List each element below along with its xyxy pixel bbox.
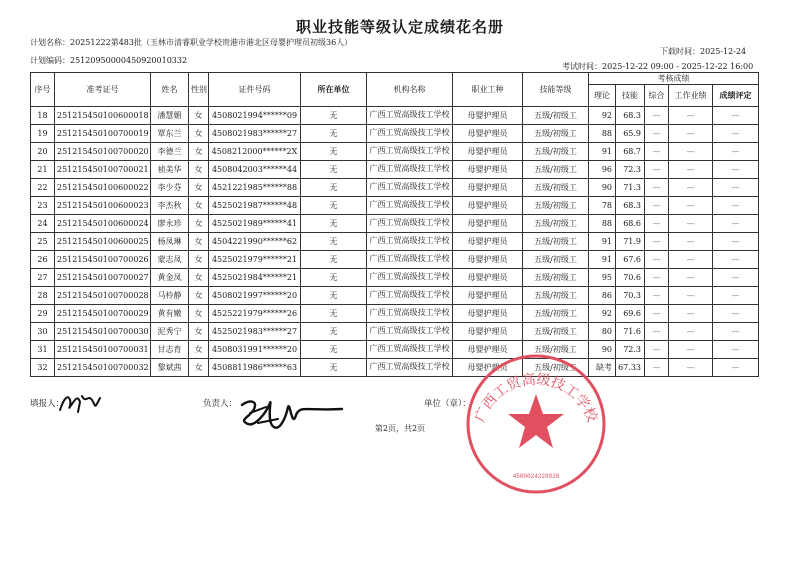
row-theory: 78 xyxy=(589,197,616,215)
manager-signature xyxy=(236,393,348,437)
row-rating: — xyxy=(713,179,759,197)
row-ticket: 251215450100700027 xyxy=(55,269,151,287)
unit-stamp-label: 单位（章）： xyxy=(424,399,471,409)
row-unit: 无 xyxy=(301,107,367,125)
row-id: 4508042003******44 xyxy=(209,161,301,179)
row-gender: 女 xyxy=(189,143,209,161)
row-unit: 无 xyxy=(301,125,367,143)
table-row xyxy=(31,359,759,377)
row-name: 廖永珍 xyxy=(151,215,189,233)
row-ticket: 251215450100700019 xyxy=(55,125,151,143)
row-job: 母婴护理员 xyxy=(453,359,523,377)
row-rating: — xyxy=(713,107,759,125)
row-theory: 95 xyxy=(589,269,616,287)
row-skill: 67.33 xyxy=(616,359,645,377)
seal-text: 广西工贸高级技工学校 xyxy=(472,371,600,425)
row-job: 母婴护理员 xyxy=(453,161,523,179)
row-unit: 无 xyxy=(301,287,367,305)
row-level: 五级/初级工 xyxy=(523,125,589,143)
row-skill: 67.6 xyxy=(616,251,645,269)
row-id: 4508021994******09 xyxy=(209,107,301,125)
row-gender: 女 xyxy=(189,341,209,359)
row-org: 广西工贸高级技工学校 xyxy=(367,233,453,251)
row-org: 广西工贸高级技工学校 xyxy=(367,305,453,323)
row-org: 广西工贸高级技工学校 xyxy=(367,323,453,341)
row-level: 五级/初级工 xyxy=(523,197,589,215)
row-id: 4508021997******20 xyxy=(209,287,301,305)
table-row xyxy=(31,323,759,341)
col-unit: 所在单位 xyxy=(301,73,367,107)
row-org: 广西工贸高级技工学校 xyxy=(367,215,453,233)
row-work: — xyxy=(669,179,713,197)
row-job: 母婴护理员 xyxy=(453,197,523,215)
row-unit: 无 xyxy=(301,305,367,323)
row-skill: 70.3 xyxy=(616,287,645,305)
row-ticket: 251215450100600022 xyxy=(55,179,151,197)
row-comprehensive: — xyxy=(645,143,669,161)
row-job: 母婴护理员 xyxy=(453,269,523,287)
row-id: 4525021979******21 xyxy=(209,251,301,269)
row-skill: 70.6 xyxy=(616,269,645,287)
download-time: 下载时间：2025-12-24 xyxy=(660,47,747,56)
row-gender: 女 xyxy=(189,125,209,143)
row-unit: 无 xyxy=(301,179,367,197)
row-level: 五级/初级工 xyxy=(523,215,589,233)
row-seq: 23 xyxy=(31,197,55,215)
row-ticket: 251215450100600024 xyxy=(55,215,151,233)
col-work: 工作业绩 xyxy=(669,85,713,107)
row-theory: 88 xyxy=(589,125,616,143)
table-row xyxy=(31,215,759,233)
row-level: 五级/初级工 xyxy=(523,269,589,287)
row-comprehensive: — xyxy=(645,179,669,197)
table-row xyxy=(31,197,759,215)
row-job: 母婴护理员 xyxy=(453,125,523,143)
row-level: 五级/初级工 xyxy=(523,233,589,251)
table-row xyxy=(31,107,759,125)
row-theory: 96 xyxy=(589,161,616,179)
official-seal xyxy=(462,350,610,498)
page-title: 职业技能等级认定成绩花名册 xyxy=(295,18,504,36)
row-work: — xyxy=(669,341,713,359)
row-name: 李杰秋 xyxy=(151,197,189,215)
row-job: 母婴护理员 xyxy=(453,287,523,305)
row-skill: 69.6 xyxy=(616,305,645,323)
table-row xyxy=(31,161,759,179)
row-skill: 72.3 xyxy=(616,161,645,179)
row-name: 黎斌茜 xyxy=(151,359,189,377)
row-org: 广西工贸高级技工学校 xyxy=(367,359,453,377)
row-ticket: 251215450100700020 xyxy=(55,143,151,161)
row-skill: 65.9 xyxy=(616,125,645,143)
row-theory: 92 xyxy=(589,107,616,125)
row-unit: 无 xyxy=(301,251,367,269)
row-unit: 无 xyxy=(301,323,367,341)
row-skill: 68.7 xyxy=(616,143,645,161)
row-comprehensive: — xyxy=(645,305,669,323)
row-skill: 71.6 xyxy=(616,323,645,341)
row-id: 4525021989******41 xyxy=(209,215,301,233)
col-id: 证件号码 xyxy=(209,73,301,107)
row-gender: 女 xyxy=(189,305,209,323)
filler-label: 填报人： xyxy=(30,399,65,409)
table-row xyxy=(31,341,759,359)
row-seq: 28 xyxy=(31,287,55,305)
row-ticket: 251215450100600018 xyxy=(55,107,151,125)
row-gender: 女 xyxy=(189,161,209,179)
row-name: 马柃静 xyxy=(151,287,189,305)
row-gender: 女 xyxy=(189,179,209,197)
row-seq: 27 xyxy=(31,269,55,287)
row-seq: 19 xyxy=(31,125,55,143)
row-theory: 90 xyxy=(589,341,616,359)
row-gender: 女 xyxy=(189,197,209,215)
row-job: 母婴护理员 xyxy=(453,107,523,125)
row-name: 甘志育 xyxy=(151,341,189,359)
row-name: 李少芬 xyxy=(151,179,189,197)
row-comprehensive: — xyxy=(645,215,669,233)
row-name: 杨凤琳 xyxy=(151,233,189,251)
table-row xyxy=(31,143,759,161)
row-seq: 20 xyxy=(31,143,55,161)
row-id: 4508021983******27 xyxy=(209,125,301,143)
row-name: 祯美华 xyxy=(151,161,189,179)
page-number: 第2页，共2页 xyxy=(374,424,426,433)
row-name: 李德兰 xyxy=(151,143,189,161)
col-comprehensive: 综合 xyxy=(645,85,669,107)
row-seq: 29 xyxy=(31,305,55,323)
row-comprehensive: — xyxy=(645,233,669,251)
row-level: 五级/初级工 xyxy=(523,107,589,125)
row-comprehensive: — xyxy=(645,197,669,215)
col-seq: 序号 xyxy=(31,73,55,107)
row-org: 广西工贸高级技工学校 xyxy=(367,125,453,143)
col-name: 姓名 xyxy=(151,73,189,107)
row-rating: — xyxy=(713,341,759,359)
row-ticket: 251215450100600025 xyxy=(55,233,151,251)
col-skill: 技能 xyxy=(616,85,645,107)
row-seq: 21 xyxy=(31,161,55,179)
row-comprehensive: — xyxy=(645,251,669,269)
col-gender: 性别 xyxy=(189,73,209,107)
exam-time: 考试时间：2025-12-22 09:00 - 2025-12-22 16:00 xyxy=(562,62,754,71)
row-work: — xyxy=(669,287,713,305)
row-comprehensive: — xyxy=(645,341,669,359)
row-job: 母婴护理员 xyxy=(453,251,523,269)
row-level: 五级/初级工 xyxy=(523,251,589,269)
row-work: — xyxy=(669,107,713,125)
row-gender: 女 xyxy=(189,323,209,341)
row-theory: 92 xyxy=(589,305,616,323)
row-org: 广西工贸高级技工学校 xyxy=(367,179,453,197)
row-skill: 68.6 xyxy=(616,215,645,233)
row-job: 母婴护理员 xyxy=(453,143,523,161)
row-level: 五级/初级工 xyxy=(523,287,589,305)
row-rating: — xyxy=(713,287,759,305)
row-comprehensive: — xyxy=(645,359,669,377)
row-name: 蒙志凤 xyxy=(151,251,189,269)
manager-label: 负责人： xyxy=(203,399,238,409)
row-seq: 26 xyxy=(31,251,55,269)
table-row xyxy=(31,269,759,287)
row-gender: 女 xyxy=(189,215,209,233)
row-seq: 31 xyxy=(31,341,55,359)
row-rating: — xyxy=(713,233,759,251)
row-unit: 无 xyxy=(301,269,367,287)
row-job: 母婴护理员 xyxy=(453,323,523,341)
row-work: — xyxy=(669,359,713,377)
row-job: 母婴护理员 xyxy=(453,179,523,197)
row-ticket: 251215450100700026 xyxy=(55,251,151,269)
row-id: 4508212000******2X xyxy=(209,143,301,161)
row-skill: 71.9 xyxy=(616,233,645,251)
col-job: 职业工种 xyxy=(453,73,523,107)
header-row-1 xyxy=(31,73,759,85)
row-id: 4525021987******48 xyxy=(209,197,301,215)
row-ticket: 251215450100600023 xyxy=(55,197,151,215)
row-unit: 无 xyxy=(301,161,367,179)
row-seq: 30 xyxy=(31,323,55,341)
table-row xyxy=(31,233,759,251)
row-level: 五级/初级工 xyxy=(523,341,589,359)
row-gender: 女 xyxy=(189,251,209,269)
row-name: 潘慧媚 xyxy=(151,107,189,125)
table-row xyxy=(31,287,759,305)
row-org: 广西工贸高级技工学校 xyxy=(367,161,453,179)
row-gender: 女 xyxy=(189,233,209,251)
table-row xyxy=(31,305,759,323)
row-rating: — xyxy=(713,215,759,233)
row-org: 广西工贸高级技工学校 xyxy=(367,251,453,269)
row-theory: 91 xyxy=(589,233,616,251)
row-work: — xyxy=(669,305,713,323)
row-org: 广西工贸高级技工学校 xyxy=(367,197,453,215)
row-work: — xyxy=(669,251,713,269)
row-comprehensive: — xyxy=(645,269,669,287)
row-level: 五级/初级工 xyxy=(523,323,589,341)
row-unit: 无 xyxy=(301,233,367,251)
col-rating: 成绩评定 xyxy=(713,85,759,107)
row-name: 黄有嫩 xyxy=(151,305,189,323)
row-ticket: 251215450100700028 xyxy=(55,287,151,305)
row-job: 母婴护理员 xyxy=(453,215,523,233)
row-work: — xyxy=(669,269,713,287)
row-ticket: 251215450100700030 xyxy=(55,323,151,341)
row-name: 覃东兰 xyxy=(151,125,189,143)
row-unit: 无 xyxy=(301,215,367,233)
row-id: 4508811986******63 xyxy=(209,359,301,377)
col-level: 技能等级 xyxy=(523,73,589,107)
row-unit: 无 xyxy=(301,197,367,215)
row-skill: 71.3 xyxy=(616,179,645,197)
row-theory: 91 xyxy=(589,143,616,161)
row-unit: 无 xyxy=(301,341,367,359)
row-theory: 88 xyxy=(589,215,616,233)
plan-name: 计划名称：20251222第483批（玉林市清睿职业学校贵港市港北区母婴护理员初级36人） xyxy=(30,38,353,47)
row-rating: — xyxy=(713,143,759,161)
row-level: 五级/初级工 xyxy=(523,143,589,161)
row-id: 4508031991******20 xyxy=(209,341,301,359)
row-work: — xyxy=(669,215,713,233)
row-rating: — xyxy=(713,323,759,341)
row-ticket: 251215450100700029 xyxy=(55,305,151,323)
row-level: 五级/初级工 xyxy=(523,359,589,377)
col-ticket: 准考证号 xyxy=(55,73,151,107)
row-gender: 女 xyxy=(189,107,209,125)
row-org: 广西工贸高级技工学校 xyxy=(367,341,453,359)
row-level: 五级/初级工 xyxy=(523,305,589,323)
row-rating: — xyxy=(713,269,759,287)
row-name: 泥秀宁 xyxy=(151,323,189,341)
col-org: 机构名称 xyxy=(367,73,453,107)
row-comprehensive: — xyxy=(645,323,669,341)
row-ticket: 251215450100700032 xyxy=(55,359,151,377)
row-work: — xyxy=(669,143,713,161)
row-name: 黄金凤 xyxy=(151,269,189,287)
row-org: 广西工贸高级技工学校 xyxy=(367,143,453,161)
row-rating: — xyxy=(713,197,759,215)
col-theory: 理论 xyxy=(589,85,616,107)
row-seq: 18 xyxy=(31,107,55,125)
table-row xyxy=(31,251,759,269)
results-table xyxy=(30,72,759,377)
row-seq: 25 xyxy=(31,233,55,251)
row-seq: 32 xyxy=(31,359,55,377)
row-rating: — xyxy=(713,359,759,377)
row-level: 五级/初级工 xyxy=(523,161,589,179)
row-unit: 无 xyxy=(301,143,367,161)
row-rating: — xyxy=(713,125,759,143)
table-row xyxy=(31,179,759,197)
row-comprehensive: — xyxy=(645,107,669,125)
row-ticket: 251215450100700031 xyxy=(55,341,151,359)
row-skill: 68.3 xyxy=(616,107,645,125)
row-theory: 86 xyxy=(589,287,616,305)
row-org: 广西工贸高级技工学校 xyxy=(367,287,453,305)
row-rating: — xyxy=(713,305,759,323)
row-work: — xyxy=(669,125,713,143)
plan-code: 计划编码：25120950000450920010332 xyxy=(30,56,188,65)
row-theory: 91 xyxy=(589,251,616,269)
row-id: 4504221990******62 xyxy=(209,233,301,251)
row-work: — xyxy=(669,161,713,179)
table-row xyxy=(31,125,759,143)
row-gender: 女 xyxy=(189,287,209,305)
row-level: 五级/初级工 xyxy=(523,179,589,197)
row-gender: 女 xyxy=(189,269,209,287)
row-comprehensive: — xyxy=(645,125,669,143)
row-theory: 90 xyxy=(589,179,616,197)
svg-text:4500024228928: 4500024228928 xyxy=(512,473,560,480)
row-job: 母婴护理员 xyxy=(453,341,523,359)
row-job: 母婴护理员 xyxy=(453,233,523,251)
row-seq: 22 xyxy=(31,179,55,197)
row-ticket: 251215450100700021 xyxy=(55,161,151,179)
row-rating: — xyxy=(713,251,759,269)
row-seq: 24 xyxy=(31,215,55,233)
row-work: — xyxy=(669,233,713,251)
row-skill: 68.3 xyxy=(616,197,645,215)
row-org: 广西工贸高级技工学校 xyxy=(367,107,453,125)
row-id: 4525021983******27 xyxy=(209,323,301,341)
row-id: 4521221985******88 xyxy=(209,179,301,197)
row-work: — xyxy=(669,323,713,341)
row-job: 母婴护理员 xyxy=(453,305,523,323)
row-id: 4525221979******26 xyxy=(209,305,301,323)
row-comprehensive: — xyxy=(645,287,669,305)
row-rating: — xyxy=(713,161,759,179)
row-org: 广西工贸高级技工学校 xyxy=(367,269,453,287)
row-gender: 女 xyxy=(189,359,209,377)
col-scores-group: 考核成绩 xyxy=(589,73,759,85)
row-theory: 80 xyxy=(589,323,616,341)
row-unit: 无 xyxy=(301,359,367,377)
row-work: — xyxy=(669,197,713,215)
row-id: 4525021984******21 xyxy=(209,269,301,287)
row-theory: 缺考 xyxy=(589,359,616,377)
row-skill: 72.3 xyxy=(616,341,645,359)
filler-signature xyxy=(56,390,106,416)
row-comprehensive: — xyxy=(645,161,669,179)
